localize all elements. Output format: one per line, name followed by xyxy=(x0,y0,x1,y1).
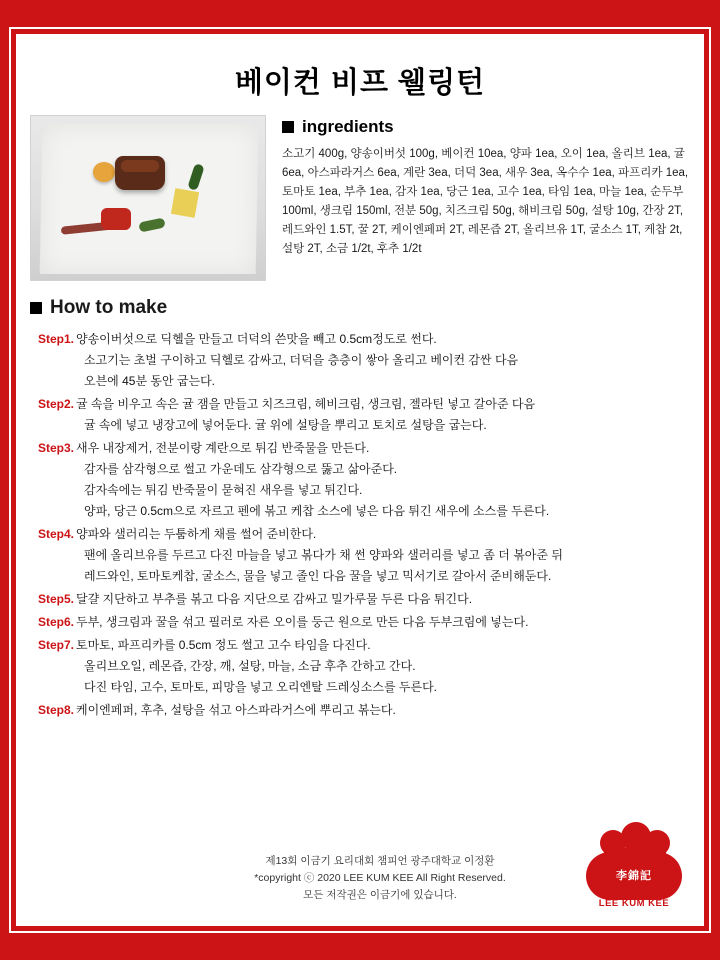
footer-line-rights: 모든 저작권은 이금기에 있습니다. xyxy=(303,889,457,901)
step-item xyxy=(30,524,690,587)
cheese-wedge xyxy=(171,188,199,218)
step-label: Step8. xyxy=(38,703,75,717)
step-first-line xyxy=(30,329,690,350)
logo-brand-name: LEE KUM KEE xyxy=(598,898,670,909)
footer-line-competition: 제13회 이금기 요리대회 챔피언 광주대학교 이정환 xyxy=(265,855,495,867)
steps-list xyxy=(30,329,690,721)
step-label: Step4. xyxy=(38,527,75,541)
step-item xyxy=(30,394,690,436)
step-text: 두부, 생크림과 꿀을 섞고 필러로 자른 오이를 둥근 원으로 만든 다음 두부크림에 넣는다. xyxy=(76,615,529,629)
step-first-line xyxy=(30,524,690,545)
logo-mark-text: 李錦記 xyxy=(616,870,652,882)
ingredients-section xyxy=(282,115,690,259)
photo-and-ingredients xyxy=(30,115,690,281)
step-text: 다진 타임, 고수, 토마토, 피망을 넣고 오리엔탈 드레싱소스를 두른다. xyxy=(84,680,437,694)
step-text: 팬에 올리브유를 두르고 다진 마늘을 넣고 볶다가 채 썬 양파와 샐러리를 넣고 좀 더 볶아준 뒤 xyxy=(84,548,563,562)
logo-badge xyxy=(586,852,682,900)
step-label: Step6. xyxy=(38,615,75,629)
step-first-line xyxy=(30,394,690,415)
step-label: Step1. xyxy=(38,332,75,346)
ingredients-list: 소고기 400g, 양송이버섯 100g, 베이컨 10ea, 양파 1ea, 오이 1ea, 올리브 1ea, 귤 6ea, 아스파라거스 6ea, 계란 3ea, 더덕 3ea, 새우 3ea, 옥수수 1ea, 파프리카 1ea, 토마토 1ea, 부추 1ea, 감자 1ea, 당근 1ea, 고수 1ea, 타임 1ea, 마늘 1ea, 순두부 100ml, 생크림 150ml, 전분 50g, 치즈크림 50g, 해비크림 50g, 설탕 10g, 간장 2T, 레드와인 1.5T, 꿀 2T, 케이엔페퍼 2T, 레몬즙 2T, 올리브유 1T, 굴소스 1T, 케찹 2t, 설탕 2T, 소금 1/2t, 후추 1/2t xyxy=(282,148,689,255)
egg-garnish xyxy=(93,162,115,182)
border-bottom xyxy=(0,926,720,960)
step-text: 양송이버섯으로 딕헬을 만들고 더덕의 쓴맛을 빼고 0.5cm정도로 썬다. xyxy=(76,332,437,346)
howto-heading xyxy=(30,297,690,319)
step-text: 토마토, 파프리카를 0.5cm 정도 썰고 고수 타임을 다진다. xyxy=(76,638,371,652)
step-first-line xyxy=(30,589,690,610)
step-item xyxy=(30,329,690,392)
step-text: 양파와 샐러리는 두툼하게 채를 썰어 준비한다. xyxy=(76,527,317,541)
step-text: 달걀 지단하고 부추를 볶고 다음 지단으로 감싸고 밀가루물 두른 다음 튀긴다. xyxy=(76,592,473,606)
page-title: 베이컨 비프 웰링턴 xyxy=(234,67,486,99)
square-bullet-icon xyxy=(282,121,294,133)
footer-line-copyright: *copyright ⓒ 2020 LEE KUM KEE All Right Reserved. xyxy=(254,872,506,884)
ingredients-heading xyxy=(282,117,690,137)
step-item xyxy=(30,635,690,698)
step-item xyxy=(30,438,690,522)
howto-heading-label: How to make xyxy=(50,297,168,318)
wellington-slice xyxy=(115,156,165,190)
step-first-line xyxy=(30,612,690,633)
tomato-garnish xyxy=(101,208,131,230)
border-left xyxy=(0,0,16,960)
step-item xyxy=(30,700,690,721)
border-right xyxy=(704,0,720,960)
step-text: 케이엔페퍼, 후추, 설탕을 섞고 아스파라거스에 뿌리고 볶는다. xyxy=(76,703,396,717)
step-text: 소고기는 초벌 구이하고 딕헬로 감싸고, 더덕을 층층이 쌓아 올리고 베이컨 감싼 다음 xyxy=(84,353,519,367)
border-top xyxy=(0,0,720,34)
ingredients-heading-label: ingredients xyxy=(302,117,394,136)
step-item xyxy=(30,612,690,633)
step-first-line xyxy=(30,700,690,721)
lee-kum-kee-logo xyxy=(578,818,690,908)
recipe-page xyxy=(16,34,704,926)
step-text: 감자를 삼각형으로 썰고 가운데도 삼각형으로 뚫고 삶아준다. xyxy=(84,462,398,476)
plate-shape xyxy=(40,124,259,274)
step-label: Step5. xyxy=(38,592,75,606)
step-text: 레드와인, 토마토케찹, 굴소스, 물을 넣고 졸인 다음 꿀을 넣고 믹서기로 갈아서 준비해둔다. xyxy=(84,569,552,583)
step-item xyxy=(30,589,690,610)
step-first-line xyxy=(30,438,690,459)
step-text: 감자속에는 튀김 반죽물이 묻혀진 새우를 넣고 튀긴다. xyxy=(84,483,363,497)
step-text: 귤 속을 비우고 속은 귤 잼을 만들고 치즈크림, 헤비크림, 생크림, 젤라틴 넣고 갈아준 다음 xyxy=(76,397,536,411)
step-label: Step3. xyxy=(38,441,75,455)
step-text: 올리브오일, 레몬즙, 간장, 깨, 설탕, 마늘, 소금 후추 간하고 간다. xyxy=(84,659,416,673)
step-text: 귤 속에 넣고 냉장고에 넣어둔다. 귤 위에 설탕을 뿌리고 토치로 설탕을 굽는다. xyxy=(84,418,487,432)
step-label: Step2. xyxy=(38,397,75,411)
step-first-line xyxy=(30,635,690,656)
footer xyxy=(16,853,704,909)
step-label: Step7. xyxy=(38,638,75,652)
dish-photo xyxy=(30,115,266,281)
step-text: 양파, 당근 0.5cm으로 자르고 펜에 볶고 케찹 소스에 넣은 다음 튀긴 새우에 소스를 두른다. xyxy=(84,504,550,518)
step-text: 새우 내장제거, 전분이랑 계란으로 튀김 반죽물을 만든다. xyxy=(76,441,370,455)
square-bullet-icon xyxy=(30,302,42,314)
step-text: 오븐에 45분 동안 굽는다. xyxy=(84,374,216,388)
